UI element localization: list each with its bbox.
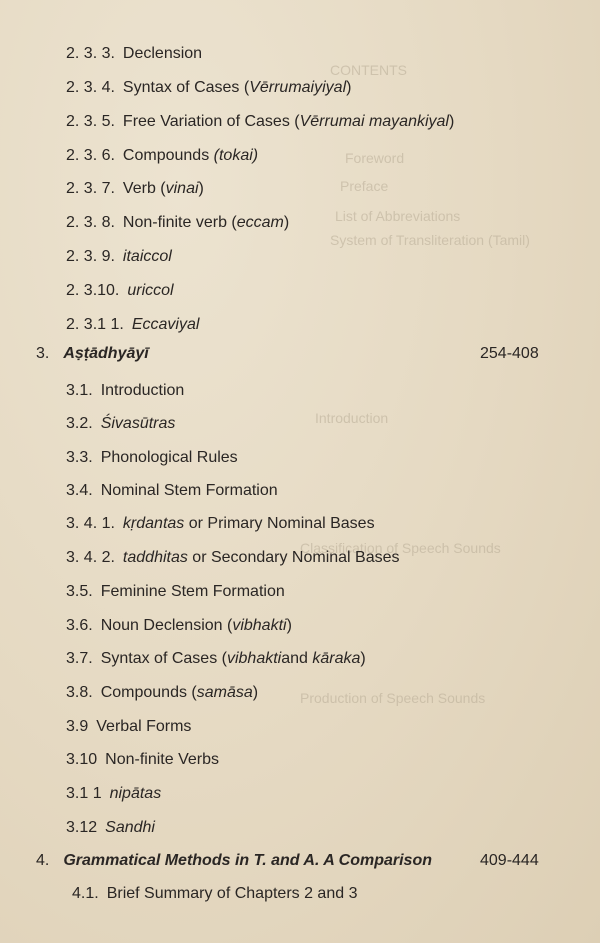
toc-entry xyxy=(66,381,184,401)
title-fragment: Syntax of Cases ( xyxy=(122,79,250,96)
toc-entry xyxy=(66,448,238,468)
toc-entry xyxy=(66,818,155,838)
title-fragment: Compounds xyxy=(122,147,214,164)
toc-entry xyxy=(66,315,199,335)
section-number: 2. 3. 9. xyxy=(66,248,115,265)
section-number: 3.12 xyxy=(66,819,98,836)
title-fragment: nipātas xyxy=(109,785,162,802)
section-number: 3.9 xyxy=(66,718,89,735)
title-fragment: kāraka xyxy=(312,650,361,667)
section-number: 3.1 1 xyxy=(66,785,102,802)
toc-entry xyxy=(66,683,258,703)
title-fragment: eccam xyxy=(236,214,284,231)
toc-entry xyxy=(66,514,375,534)
section-title xyxy=(105,751,219,768)
title-fragment: Brief Summary of Chapters 2 and 3 xyxy=(106,885,358,902)
section-number: 3.10 xyxy=(66,751,98,768)
section-title xyxy=(123,214,289,231)
toc-entry xyxy=(66,146,258,166)
section-title xyxy=(132,316,200,333)
section-number: 3.4. xyxy=(66,482,93,499)
toc-entry xyxy=(66,481,278,501)
title-fragment: ) xyxy=(198,180,204,197)
toc-entry xyxy=(66,784,161,804)
title-fragment: uriccol xyxy=(127,282,174,299)
toc-entry xyxy=(66,179,204,199)
title-fragment: vibhakti xyxy=(226,650,282,667)
section-title xyxy=(101,482,278,499)
section-number: 2. 3. 4. xyxy=(66,79,115,96)
section-title xyxy=(123,549,400,566)
title-fragment: Verb ( xyxy=(122,180,166,197)
title-fragment: Introduction xyxy=(100,382,185,399)
toc-entry xyxy=(66,582,285,602)
title-fragment: vibhakti xyxy=(232,617,287,634)
title-fragment: Vērrumai mayankiyal xyxy=(299,113,449,130)
title-fragment: samāsa xyxy=(196,684,253,701)
title-fragment: Vērrumaiyiyal xyxy=(249,79,347,96)
title-fragment: Noun Declension ( xyxy=(100,617,233,634)
title-fragment: Verbal Forms xyxy=(96,718,192,735)
title-fragment: ) xyxy=(286,617,292,634)
title-fragment: Sandhi xyxy=(105,819,155,836)
section-number: 3.8. xyxy=(66,684,93,701)
section-number: 4.1. xyxy=(72,885,99,902)
section-title xyxy=(107,885,358,902)
section-title xyxy=(123,113,454,130)
title-fragment: Phonological Rules xyxy=(100,449,238,466)
toc-entry xyxy=(66,247,172,267)
title-fragment: taddhitas xyxy=(122,549,188,566)
toc-entry xyxy=(66,616,292,636)
section-title xyxy=(123,515,375,532)
section-title xyxy=(123,248,172,265)
section-title xyxy=(63,345,148,362)
toc-entry xyxy=(36,851,432,871)
bleed-through-text: Introduction xyxy=(315,410,389,426)
title-fragment: kṛdantas xyxy=(122,515,185,532)
title-fragment: ) xyxy=(346,79,352,96)
bleed-through-text: System of Transliteration (Tamil) xyxy=(330,232,530,248)
section-number: 3. xyxy=(36,345,50,362)
section-number: 3.6. xyxy=(66,617,93,634)
section-number: 3.3. xyxy=(66,449,93,466)
title-fragment: Nominal Stem Formation xyxy=(100,482,278,499)
toc-entry xyxy=(66,548,400,568)
title-fragment: Grammatical Methods in T. and A. A Comparison xyxy=(63,852,432,869)
toc-entry xyxy=(66,213,289,233)
title-fragment: Eccaviyal xyxy=(131,316,200,333)
title-fragment: itaiccol xyxy=(122,248,172,265)
toc-entry xyxy=(72,884,357,904)
section-title xyxy=(101,684,258,701)
bleed-through-text: List of Abbreviations xyxy=(335,208,461,224)
page-range: 254-408 xyxy=(480,345,539,362)
section-title xyxy=(101,382,185,399)
section-number: 4. xyxy=(36,852,50,869)
title-fragment: and xyxy=(281,650,313,667)
title-fragment: Syntax of Cases ( xyxy=(100,650,227,667)
toc-entry xyxy=(66,414,175,434)
title-fragment: ) xyxy=(283,214,290,231)
section-title xyxy=(96,718,191,735)
section-number: 2. 3.10. xyxy=(66,282,120,299)
title-fragment: (tokai) xyxy=(213,147,259,164)
title-fragment: Non-finite Verbs xyxy=(105,751,219,768)
bleed-through-text: Preface xyxy=(340,178,389,194)
section-number: 3. 4. 2. xyxy=(66,549,115,566)
title-fragment: or Secondary Nominal Bases xyxy=(187,549,400,566)
title-fragment: Compounds ( xyxy=(100,684,197,701)
toc-entry xyxy=(66,717,191,737)
title-fragment: Declension xyxy=(122,45,203,62)
section-title xyxy=(123,147,258,164)
section-title xyxy=(101,583,285,600)
title-fragment: ) xyxy=(360,650,366,667)
title-fragment: Free Variation of Cases ( xyxy=(122,113,300,130)
section-title xyxy=(101,650,366,667)
section-number: 2. 3. 6. xyxy=(66,147,115,164)
toc-entry xyxy=(66,78,351,98)
bleed-through-text: Foreword xyxy=(345,150,405,166)
bleed-through-text: CONTENTS xyxy=(330,62,407,78)
section-title xyxy=(123,180,204,197)
section-number: 2. 3. 7. xyxy=(66,180,115,197)
section-number: 2. 3. 8. xyxy=(66,214,115,231)
section-number: 2. 3. 5. xyxy=(66,113,115,130)
title-fragment: Aṣṭādhyāyī xyxy=(63,345,149,362)
title-fragment: Feminine Stem Formation xyxy=(100,583,285,600)
section-number: 2. 3. 3. xyxy=(66,45,115,62)
section-title xyxy=(123,79,352,96)
bleed-through-text: Production of Speech Sounds xyxy=(300,690,486,706)
title-fragment: vinai xyxy=(165,180,199,197)
toc-entry xyxy=(66,112,454,132)
section-number: 3. 4. 1. xyxy=(66,515,115,532)
section-title xyxy=(110,785,162,802)
section-number: 3.5. xyxy=(66,583,93,600)
section-title xyxy=(63,852,432,869)
title-fragment: or Primary Nominal Bases xyxy=(184,515,375,532)
section-title xyxy=(101,617,292,634)
title-fragment: Non-finite verb ( xyxy=(122,214,237,231)
section-number: 3.2. xyxy=(66,415,93,432)
section-number: 2. 3.1 1. xyxy=(66,316,124,333)
toc-entry xyxy=(66,281,174,301)
section-title xyxy=(127,282,173,299)
toc-entry xyxy=(66,649,366,669)
section-title xyxy=(101,415,176,432)
toc-entry xyxy=(66,44,202,64)
toc-entry xyxy=(66,750,219,770)
title-fragment: ) xyxy=(252,684,259,701)
section-title xyxy=(123,45,202,62)
section-title xyxy=(105,819,155,836)
section-number: 3.7. xyxy=(66,650,93,667)
bleed-through-text: Classification of Speech Sounds xyxy=(300,540,501,556)
toc-entry xyxy=(36,344,149,364)
title-fragment: Śivasūtras xyxy=(100,415,176,432)
section-title xyxy=(101,449,238,466)
title-fragment: ) xyxy=(448,113,455,130)
page-range: 409-444 xyxy=(480,852,539,869)
section-number: 3.1. xyxy=(66,382,93,399)
